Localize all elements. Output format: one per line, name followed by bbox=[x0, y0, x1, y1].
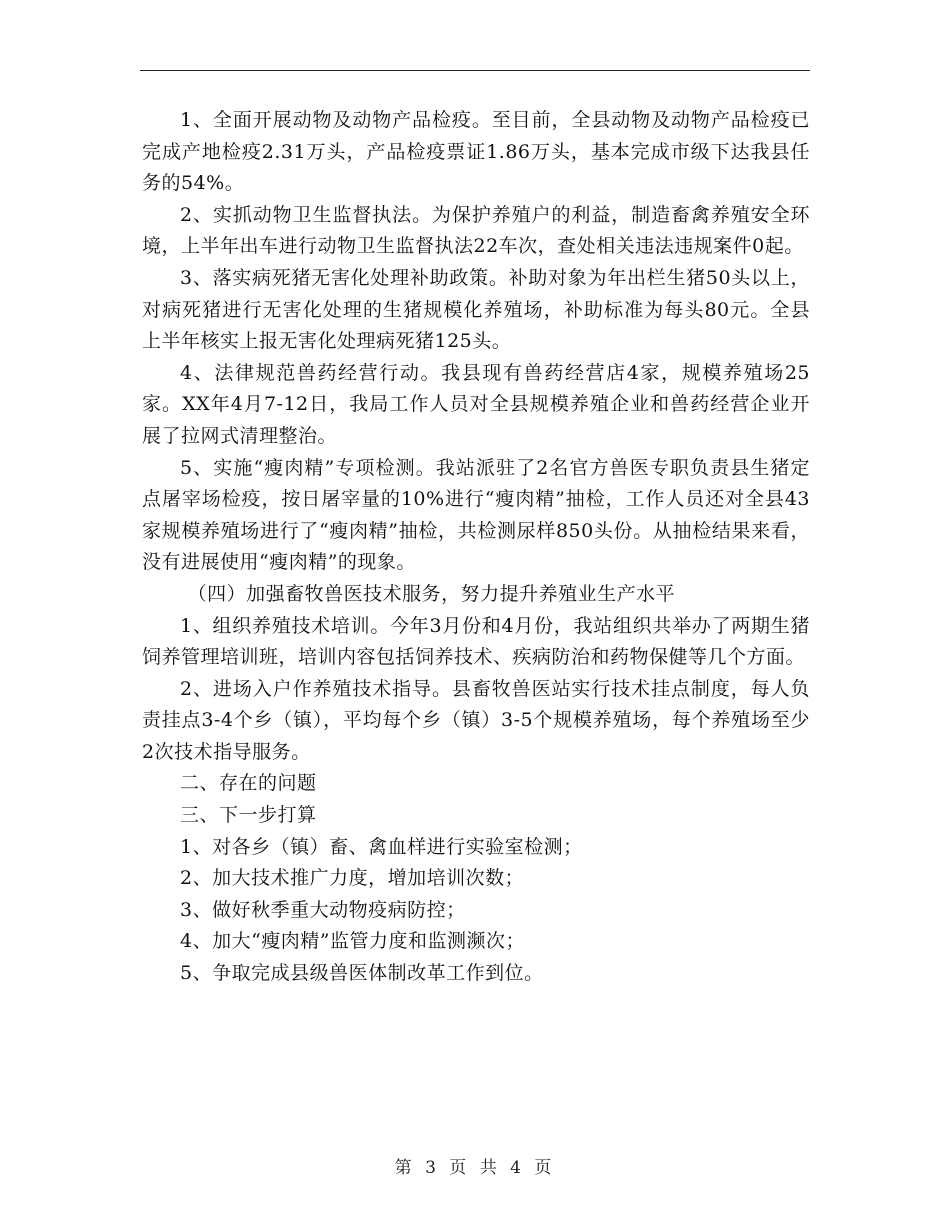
paragraph-disposal-subsidy: 3、落实病死猪无害化处理补助政策。补助对象为年出栏生猪50头以上，对病死猪进行无害化处理的生猪规模化养殖场，补助标准为每头80元。全县上半年核实上报无害化处理病死猪125头。 bbox=[142, 266, 810, 353]
section-heading-technical-service: （四）加强畜牧兽医技术服务，努力提升养殖业生产水平 bbox=[187, 582, 676, 605]
section-heading-next-steps: 三、下一步打算 bbox=[180, 804, 317, 827]
paragraph-supervision: 2、实抓动物卫生监督执法。为保护养殖户的利益，制造畜禽养殖安全环境，上半年出车进行动物卫生监督执法22车次，查处相关违法违规案件0起。 bbox=[142, 203, 810, 258]
header-rule bbox=[140, 70, 810, 71]
list-item-lab-testing: 1、对各乡（镇）畜、禽血样进行实验室检测； bbox=[180, 835, 583, 858]
list-item-promotion: 2、加大技术推广力度，增加培训次数； bbox=[180, 867, 525, 890]
document-body bbox=[142, 105, 810, 990]
section-heading-problems: 二、存在的问题 bbox=[180, 772, 317, 795]
paragraph-training: 1、组织养殖技术培训。今年3月份和4月份，我站组织共举办了两期生猪饲养管理培训班，培训内容包括饲养技术、疾病防治和药物保健等几个方面。 bbox=[142, 614, 810, 669]
list-item-epidemic-control: 3、做好秋季重大动物疫病防控； bbox=[180, 898, 466, 921]
paragraph-clenbuterol-testing: 5、实施“瘦肉精”专项检测。我站派驻了2名官方兽医专职负责县生猪定点屠宰场检疫，按日屠宰量的10%进行“瘦肉精”抽检，工作人员还对全县43家规模养殖场进行了“瘦肉精”抽检，共检测尿样850头份。从抽检结果来看，没有进展使用“瘦肉精”的现象。 bbox=[142, 456, 810, 574]
list-item-reform: 5、争取完成县级兽医体制改革工作到位。 bbox=[180, 962, 544, 985]
paragraph-veterinary-drugs: 4、法律规范兽药经营行动。我县现有兽药经营店4家，规模养殖场25家。XX年4月7-12日，我局工作人员对全县规模养殖企业和兽药经营企业开展了拉网式清理整治。 bbox=[142, 361, 810, 447]
paragraph-guidance: 2、进场入户作养殖技术指导。县畜牧兽医站实行技术挂点制度，每人负责挂点3-4个乡（镇），平均每个乡（镇）3-5个规模养殖场，每个养殖场至少2次技术指导服务。 bbox=[142, 677, 810, 763]
list-item-clenbuterol-supervision: 4、加大“瘦肉精”监管力度和监测濒次； bbox=[180, 930, 526, 953]
paragraph-inspection: 1、全面开展动物及动物产品检疫。至目前，全县动物及动物产品检疫已完成产地检疫2.31万头，产品检疫票证1.86万头，基本完成市级下达我县任务的54%。 bbox=[142, 109, 810, 195]
page-number-footer: 第 3 页 共 4 页 bbox=[394, 1158, 556, 1178]
